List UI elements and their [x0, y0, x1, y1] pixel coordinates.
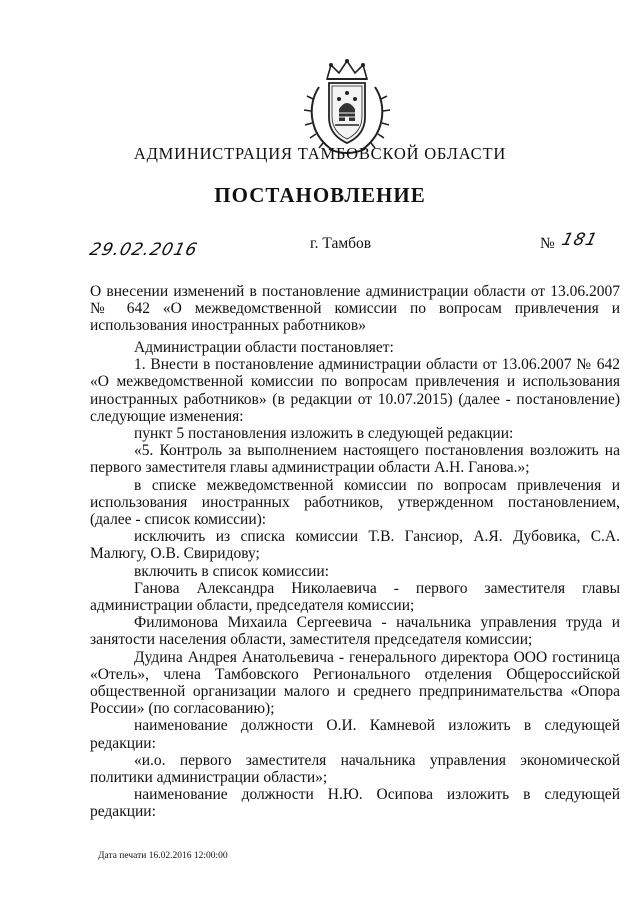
print-date-footer: Дата печати 16.02.2016 12:00:00: [98, 851, 228, 861]
document-date: 29.02.2016: [87, 240, 200, 260]
document-body: [90, 339, 620, 821]
paragraph: Филимонова Михаила Сергеевича - начальника управления труда и занятости населения области, заместителя председателя комиссии;: [90, 614, 620, 649]
paragraph: пункт 5 постановления изложить в следующей редакции:: [134, 425, 514, 443]
document-number: 181: [559, 230, 600, 250]
document-subject: О внесении изменений в постановление администрации области от 13.06.2007 № 642 «О межведомственной комиссии по вопросам привлечения и использования иностранных работников»: [90, 283, 620, 334]
document-number-label: №: [540, 235, 555, 252]
paragraph: включить в список комиссии:: [134, 562, 330, 580]
paragraph: Дудина Андрея Анатольевича - генерального директора ООО гостиница «Отель», члена Тамбовского Регионального отделения Общероссийской общественной организации малого и среднего предпринимательства «Опора России» (по согласованию);: [90, 648, 620, 718]
paragraph: Ганова Александра Николаевича - первого заместителя главы администрации области, председателя комиссии;: [90, 579, 620, 615]
city-name: г. Тамбов: [310, 235, 372, 252]
paragraph: Администрации области постановляет:: [134, 339, 394, 356]
document-type-title: ПОСТАНОВЛЕНИЕ: [214, 183, 426, 207]
paragraph: «5. Контроль за выполнением настоящего постановления возложить на первого заместителя главы администрации области А.Н. Ганова.»;: [90, 442, 620, 477]
paragraph: наименование должности О.И. Камневой изложить в следующей редакции:: [90, 717, 620, 752]
paragraph: «и.о. первого заместителя начальника управления экономической политики администрации области»;: [90, 751, 620, 787]
paragraph: в списке межведомственной комиссии по вопросам привлечения и использования иностранных работников, утвержденном постановлением, (далее - список комиссии):: [90, 476, 620, 529]
paragraph: 1. Внести в постановление администрации области от 13.06.2007 № 642 «О межведомственной комиссии по вопросам привлечения и использования иностранных работников» (в редакции от 10.07.2015) (далее - постановление) следующие изменения:: [90, 356, 620, 425]
paragraph: исключить из списка комиссии Т.В. Гансиор, А.Я. Дубовика, С.А. Малюгу, О.В. Свиридову;: [90, 528, 620, 563]
organization-name: АДМИНИСТРАЦИЯ ТАМБОВСКОЙ ОБЛАСТИ: [133, 144, 507, 163]
paragraph: наименование должности Н.Ю. Осипова изложить в следующей редакции:: [90, 786, 620, 821]
